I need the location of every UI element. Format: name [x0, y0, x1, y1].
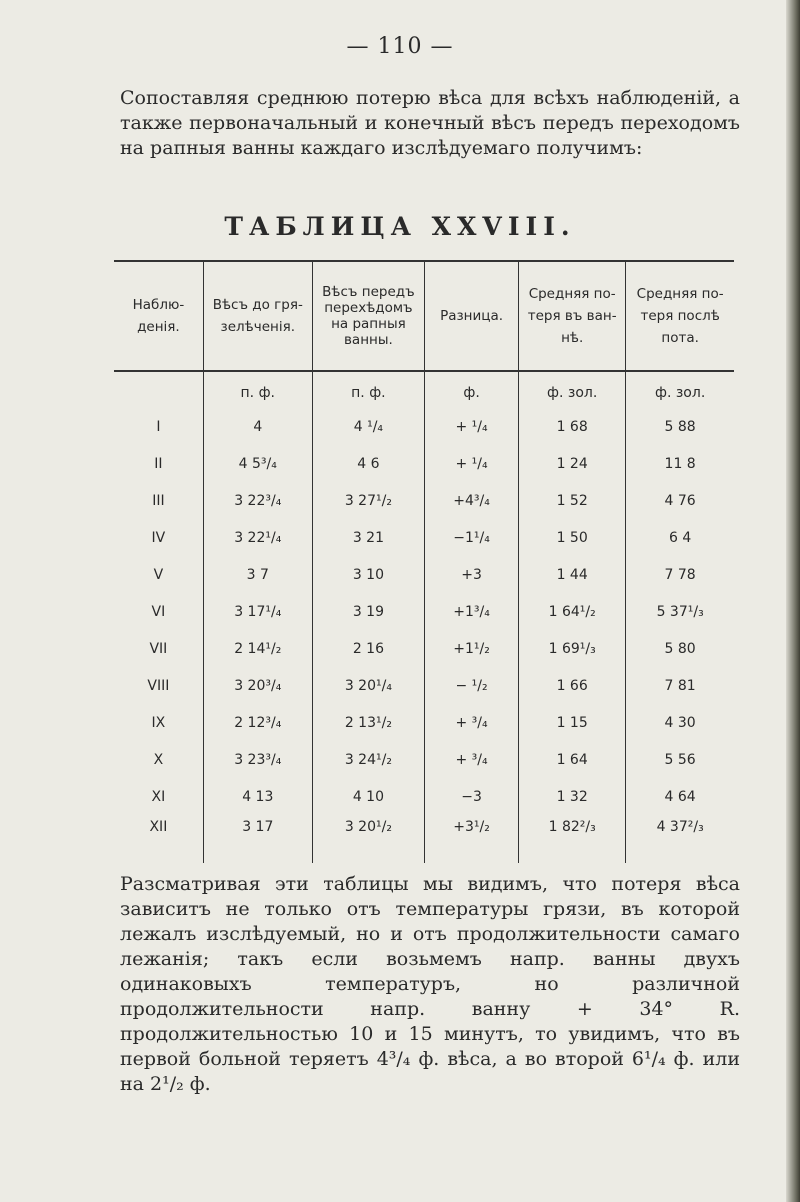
table-cell: 3 21 — [312, 519, 424, 556]
table-row — [114, 593, 734, 630]
unit-cell: ф. зол. — [626, 371, 734, 408]
table-cell: 1 24 — [519, 445, 626, 482]
table-body — [114, 371, 734, 863]
header-observation-text: Наблю- денія. — [132, 297, 185, 335]
table-cell: 3 10 — [312, 556, 424, 593]
table-cell: 5 56 — [626, 741, 734, 778]
header-difference — [425, 261, 519, 371]
table-header-row — [114, 261, 734, 371]
table-cell: 1 50 — [519, 519, 626, 556]
unit-cell: ф. зол. — [519, 371, 626, 408]
table-cell: −3 — [425, 778, 519, 815]
table-row — [114, 630, 734, 667]
table-cell: 2 13¹/₂ — [312, 704, 424, 741]
table-cell: +1³/₄ — [425, 593, 519, 630]
table-row — [114, 519, 734, 556]
table-cell: 4 76 — [626, 482, 734, 519]
table-cell: 3 20¹/₂ — [312, 815, 424, 863]
table-title: ТАБЛИЦА XXVIII. — [224, 212, 576, 241]
table-cell: 3 22³/₄ — [203, 482, 312, 519]
table-cell: XI — [151, 788, 166, 805]
table-cell: 2 16 — [312, 630, 424, 667]
table-cell: 1 15 — [519, 704, 626, 741]
table-cell: 3 17¹/₄ — [203, 593, 312, 630]
table-cell: + ¹/₄ — [425, 408, 519, 445]
table-cell: VI — [151, 603, 166, 620]
unit-cell: п. ф. — [203, 371, 312, 408]
table-cell: +3¹/₂ — [425, 815, 519, 863]
header-loss-bath-text: Средняя по- теря въ ван- нѣ. — [527, 286, 617, 346]
table-cell: 4 5³/₄ — [203, 445, 312, 482]
table-cell: 3 19 — [312, 593, 424, 630]
table-cell: V — [153, 566, 164, 583]
header-weight-before-text: Вѣсъ до гря- зелѣченія. — [212, 297, 303, 335]
table-row — [114, 704, 734, 741]
book-edge-shadow — [786, 0, 800, 1202]
table-cell: IV — [151, 529, 166, 546]
table-cell: 5 80 — [626, 630, 734, 667]
table-cell: −1¹/₄ — [425, 519, 519, 556]
table-cell: + ³/₄ — [425, 704, 519, 741]
header-weight-transition — [312, 261, 424, 371]
unit-cell: п. ф. — [312, 371, 424, 408]
table-cell: 4 6 — [312, 445, 424, 482]
table-cell: 7 81 — [626, 667, 734, 704]
table-row — [114, 445, 734, 482]
table-cell: 3 22¹/₄ — [203, 519, 312, 556]
table-cell: 3 7 — [203, 556, 312, 593]
table-cell: 1 64 — [519, 741, 626, 778]
table-row — [114, 815, 734, 863]
table-cell: 1 44 — [519, 556, 626, 593]
table-cell: 11 8 — [626, 445, 734, 482]
table-cell: 1 82²/₃ — [519, 815, 626, 863]
table-cell: 6 4 — [626, 519, 734, 556]
header-loss-sweat-text: Средняя по- теря послѣ пота. — [636, 286, 724, 346]
intro-paragraph: Сопоставляя среднюю потерю вѣса для всѣхъ наблюденій, а также первоначальный и конечный вѣсъ передъ переходомъ на рапныя ванны каждаго изслѣдуемаго получимъ: — [120, 87, 740, 159]
table-row — [114, 408, 734, 445]
unit-cell — [114, 371, 203, 408]
table-cell: 7 78 — [626, 556, 734, 593]
table-row — [114, 556, 734, 593]
table-row — [114, 778, 734, 815]
table-cell: III — [152, 492, 165, 509]
unit-cell: ф. — [425, 371, 519, 408]
table-cell: 3 17 — [203, 815, 312, 863]
table-cell: 2 14¹/₂ — [203, 630, 312, 667]
data-table-container — [114, 260, 734, 835]
table-cell: +1¹/₂ — [425, 630, 519, 667]
header-loss-sweat — [626, 261, 734, 371]
table-cell: 4 13 — [203, 778, 312, 815]
table-cell: 4 ¹/₄ — [312, 408, 424, 445]
table-cell: 1 64¹/₂ — [519, 593, 626, 630]
table-cell: +4³/₄ — [425, 482, 519, 519]
table-cell: 1 69¹/₃ — [519, 630, 626, 667]
table-cell: − ¹/₂ — [425, 667, 519, 704]
table-cell: 3 24¹/₂ — [312, 741, 424, 778]
table-cell: XII — [149, 819, 168, 835]
table-cell: VIII — [147, 677, 170, 694]
conclusion-paragraph: Разсматривая эти таблицы мы видимъ, что потеря вѣса зависитъ не только отъ температуры грязи, въ которой лежалъ изслѣдуемый, но и отъ продолжительности самаго лежанія; такъ если возьмемъ напр. ванны двухъ одинаковыхъ температуръ, но различной продолжительности напр. ванну + 34° R. продолжительностью 10 и 15 минутъ, то увидимъ, что въ первой больной теряетъ 4³/₄ ф. вѣса, а во второй 6¹/₄ ф. или на 2¹/₂ ф. — [120, 873, 740, 1095]
header-weight-before — [203, 261, 312, 371]
table-cell: 3 23³/₄ — [203, 741, 312, 778]
table-cell: 1 66 — [519, 667, 626, 704]
table-cell: 3 20³/₄ — [203, 667, 312, 704]
table-cell: X — [153, 751, 164, 768]
table-cell: 3 27¹/₂ — [312, 482, 424, 519]
table-cell: 5 37¹/₃ — [626, 593, 734, 630]
table-cell: + ¹/₄ — [425, 445, 519, 482]
table-row — [114, 667, 734, 704]
table-cell: VII — [149, 640, 168, 657]
table-cell: 3 20¹/₄ — [312, 667, 424, 704]
table-cell: 1 68 — [519, 408, 626, 445]
header-weight-transition-text: Вѣсъ передъ перехѣдомъ на рапныя ванны. — [322, 284, 415, 348]
units-row — [114, 371, 734, 408]
header-observation — [114, 261, 203, 371]
table-cell: I — [156, 418, 161, 435]
table-cell: 4 30 — [626, 704, 734, 741]
table-row — [114, 741, 734, 778]
table-cell: 1 52 — [519, 482, 626, 519]
table-cell: IX — [151, 714, 166, 731]
table-cell: 5 88 — [626, 408, 734, 445]
table-cell: 4 — [203, 408, 312, 445]
table-cell: 1 32 — [519, 778, 626, 815]
table-cell: II — [154, 455, 163, 472]
header-difference-text: Разница. — [440, 308, 504, 324]
table-cell: + ³/₄ — [425, 741, 519, 778]
table-cell: 4 64 — [626, 778, 734, 815]
table-cell: +3 — [425, 556, 519, 593]
table-cell: 4 37²/₃ — [626, 815, 734, 863]
header-loss-bath — [519, 261, 626, 371]
page-number: — 110 — — [346, 34, 454, 59]
weight-loss-table — [114, 260, 734, 863]
table-row — [114, 482, 734, 519]
table-cell: 2 12³/₄ — [203, 704, 312, 741]
table-cell: 4 10 — [312, 778, 424, 815]
